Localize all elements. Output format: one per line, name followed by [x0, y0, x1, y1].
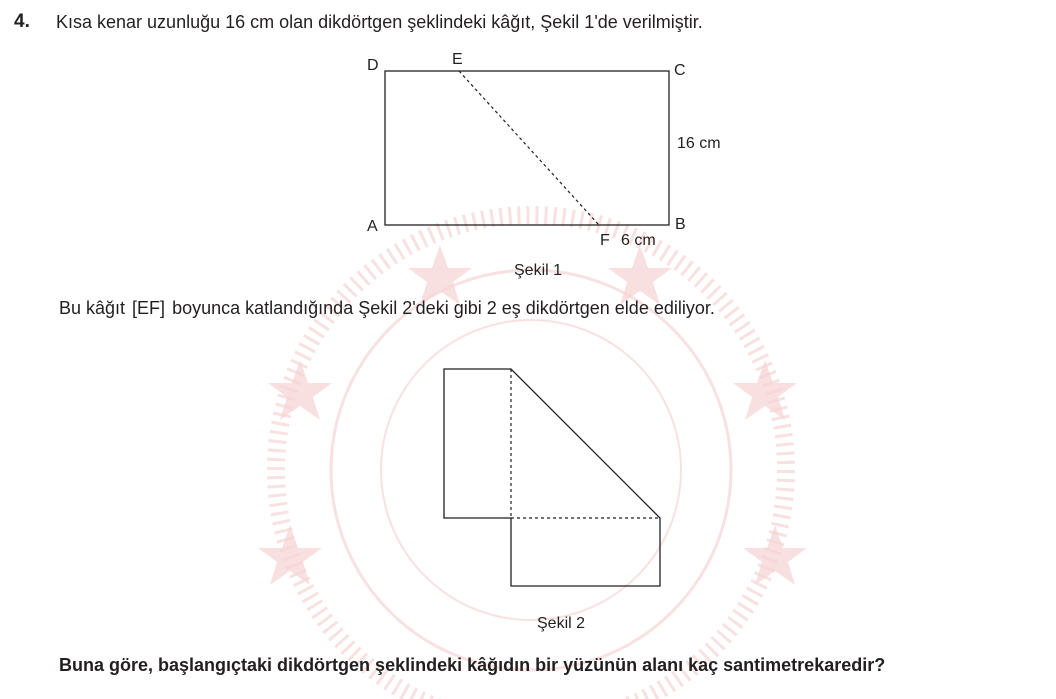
segment-ef: [EF]: [132, 298, 166, 318]
label-d: D: [367, 57, 379, 74]
question-final: Buna göre, başlangıçtaki dikdörtgen şeklindeki kâğıdın bir yüzünün alanı kaç santimetrekaredir?: [59, 655, 886, 675]
caption-figure-1: Şekil 1: [514, 262, 563, 279]
fold-statement-post: boyunca katlandığında Şekil 2'deki gibi 2 eş dikdörtgen elde ediliyor.: [167, 298, 715, 318]
label-side-16cm: 16 cm: [677, 135, 721, 152]
folded-shape-outline: [444, 369, 660, 586]
label-f: F: [600, 232, 610, 249]
fold-statement-pre: Bu kâğıt: [59, 298, 131, 318]
label-c: C: [674, 62, 686, 79]
label-b: B: [675, 216, 686, 233]
caption-figure-2: Şekil 2: [537, 615, 586, 632]
label-fb-6cm: 6 cm: [621, 232, 656, 249]
question-intro: Kısa kenar uzunluğu 16 cm olan dikdörtgen şeklindeki kâğıt, Şekil 1'de verilmiştir.: [56, 12, 703, 32]
label-e: E: [452, 51, 463, 68]
question-number: 4.: [14, 11, 30, 32]
label-a: A: [367, 218, 378, 235]
